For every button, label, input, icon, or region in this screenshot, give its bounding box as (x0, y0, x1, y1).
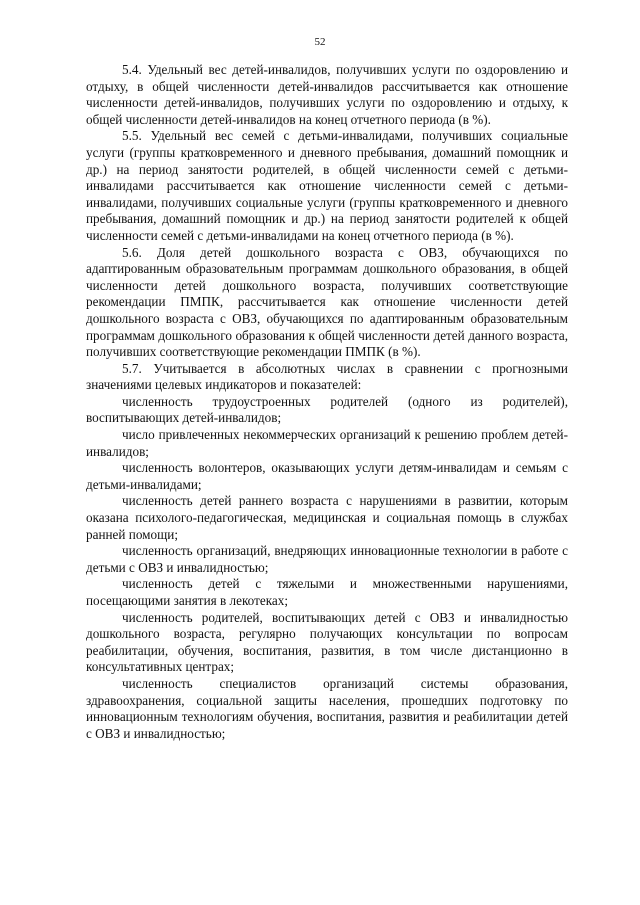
indicator-item: численность волонтеров, оказывающих услуги детям-инвалидам и семьям с детьми-инвалидами; (86, 460, 568, 492)
indicator-item: численность детей раннего возраста с нарушениями в развитии, которым оказана психолого-педагогическая, медицинская и социальная помощь в службах ранней помощи; (86, 493, 568, 542)
document-body (86, 62, 568, 742)
page-number: 52 (314, 36, 326, 48)
paragraph-5-4: 5.4. Удельный вес детей-инвалидов, получивших услуги по оздоровлению и отдыху, в общей численности детей-инвалидов рассчитывается как отношение численности детей-инвалидов, получивших услуги по оздоровлению и отдыху, к общей численности детей-инвалидов на конец отчетного периода (в %). (86, 62, 568, 127)
indicator-item: число привлеченных некоммерческих организаций к решению проблем детей-инвалидов; (86, 427, 568, 459)
indicator-item: численность организаций, внедряющих инновационные технологии в работе с детьми с ОВЗ и инвалидностью; (86, 543, 568, 575)
indicator-item: численность специалистов организаций системы образования, здравоохранения, социальной защиты населения, прошедших подготовку по инновационным технологиям обучения, воспитания, развития и реабилитации детей с ОВЗ и инвалидностью; (86, 675, 568, 741)
indicator-item: численность трудоустроенных родителей (одного из родителей), воспитывающих детей-инвалидов; (86, 393, 568, 426)
indicator-item: численность детей с тяжелыми и множественными нарушениями, посещающими занятия в лекотеках; (86, 576, 568, 608)
paragraph-5-7: 5.7. Учитывается в абсолютных числах в сравнении с прогнозными значениями целевых индикаторов и показателей: (86, 360, 568, 393)
paragraph-5-6: 5.6. Доля детей дошкольного возраста с ОВЗ, обучающихся по адаптированным образовательным программам дошкольного образования, в общей численности детей дошкольного возраста, получивших соответствующие рекомендации ПМПК, рассчитывается как отношение численности детей дошкольного возраста с ОВЗ, обучающихся по адаптированным образовательным программам дошкольного образования к общей численности детей данного возраста, получивших соответствующие рекомендации ПМПК (в %). (86, 244, 568, 360)
paragraph-5-5: 5.5. Удельный вес семей с детьми-инвалидами, получивших социальные услуги (группы кратковременного и дневного пребывания, домашний помощник и др.) на период занятости родителей, в общей численности семей с детьми-инвалидами рассчитывается как отношение численности семей с детьми-инвалидами, получивших социальные услуги (группы кратковременного и дневного пребывания, домашний помощник и др.) на период занятости родителей к общей численности семей с детьми-инвалидами на конец отчетного периода (в %). (86, 128, 568, 243)
indicator-item: численность родителей, воспитывающих детей с ОВЗ и инвалидностью дошкольного возраста, регулярно получающих консультации по вопросам реабилитации, обучения, воспитания, развития, в том числе дистанционно в консультативных центрах; (86, 609, 568, 675)
